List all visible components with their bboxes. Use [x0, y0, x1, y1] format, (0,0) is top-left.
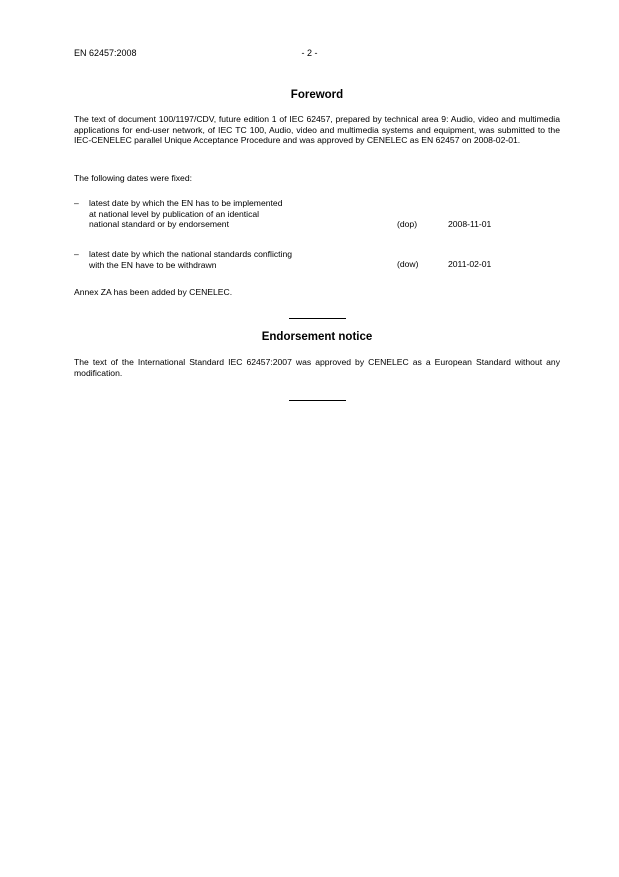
endorsement-title: Endorsement notice: [261, 331, 373, 343]
annex-note: Annex ZA has been added by CENELEC.: [74, 287, 233, 297]
foreword-title: Foreword: [290, 89, 344, 101]
date-item-abbr: (dop): [397, 219, 418, 230]
date-item-dow: [74, 249, 560, 270]
section-divider: [289, 400, 346, 401]
foreword-paragraph: The text of document 100/1197/CDV, future edition 1 of IEC 62457, prepared by technical area 9: Audio, video and multimedia applications for end-user network, of IEC TC 100, Audio, video and multimedia systems and equipment, was submitted to the IEC-CENELEC parallel Unique Acceptance Procedure and was approved by CENELEC as EN 62457 on 2008-02-01.: [74, 114, 560, 146]
page-number: - 2 -: [301, 48, 318, 58]
list-dash: –: [74, 198, 79, 208]
date-item-dop: [74, 198, 560, 230]
date-item-text: latest date by which the national standards conflicting with the EN have to be withdrawn: [89, 249, 293, 270]
date-item-abbr: (dow): [397, 259, 419, 270]
endorsement-paragraph: The text of the International Standard IEC 62457:2007 was approved by CENELEC as a European Standard without any modification.: [74, 357, 560, 378]
date-item-date: 2008-11-01: [448, 219, 492, 230]
dates-intro: The following dates were fixed:: [74, 173, 192, 183]
date-item-date: 2011-02-01: [448, 259, 492, 270]
date-item-text: latest date by which the EN has to be implemented at national level by publication of an identical national standard or by endorsement: [89, 198, 283, 230]
section-divider: [289, 318, 346, 319]
document-id: EN 62457:2008: [74, 48, 137, 58]
list-dash: –: [74, 249, 79, 259]
